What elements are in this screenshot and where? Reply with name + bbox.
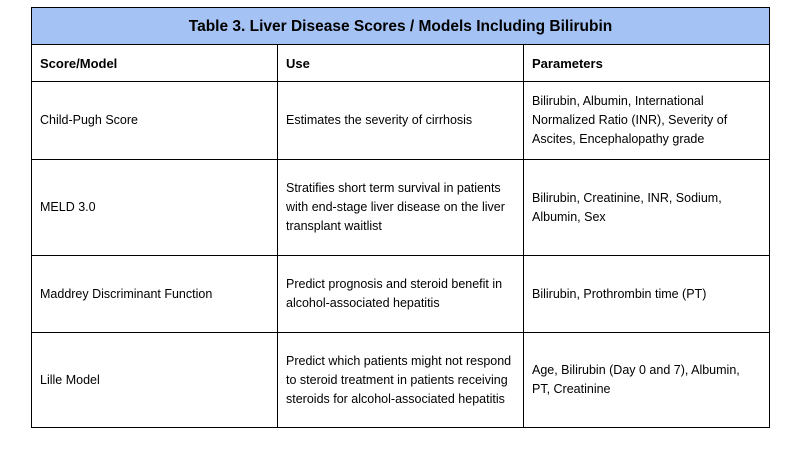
score-model-cell: Maddrey Discriminant Function — [32, 256, 278, 333]
table-row — [32, 82, 770, 160]
liver-scores-table — [31, 7, 770, 428]
parameters-cell: Bilirubin, Creatinine, INR, Sodium, Albumin, Sex — [524, 160, 770, 256]
table-title-row — [32, 8, 770, 45]
score-model-cell: Child-Pugh Score — [32, 82, 278, 160]
column-header-parameters: Parameters — [524, 45, 770, 82]
table-row — [32, 160, 770, 256]
column-header-use: Use — [278, 45, 524, 82]
score-model-cell: Lille Model — [32, 333, 278, 428]
column-header-score-model: Score/Model — [32, 45, 278, 82]
table-row — [32, 256, 770, 333]
parameters-cell: Age, Bilirubin (Day 0 and 7), Albumin, PT, Creatinine — [524, 333, 770, 428]
use-cell: Estimates the severity of cirrhosis — [278, 82, 524, 160]
table-title: Table 3. Liver Disease Scores / Models Including Bilirubin — [32, 8, 770, 45]
parameters-cell: Bilirubin, Albumin, International Normalized Ratio (INR), Severity of Ascites, Encephalopathy grade — [524, 82, 770, 160]
use-cell: Stratifies short term survival in patients with end-stage liver disease on the liver transplant waitlist — [278, 160, 524, 256]
use-cell: Predict prognosis and steroid benefit in alcohol-associated hepatitis — [278, 256, 524, 333]
score-model-cell: MELD 3.0 — [32, 160, 278, 256]
table-row — [32, 333, 770, 428]
table-header-row — [32, 45, 770, 82]
use-cell: Predict which patients might not respond to steroid treatment in patients receiving steroids for alcohol-associated hepatitis — [278, 333, 524, 428]
parameters-cell: Bilirubin, Prothrombin time (PT) — [524, 256, 770, 333]
